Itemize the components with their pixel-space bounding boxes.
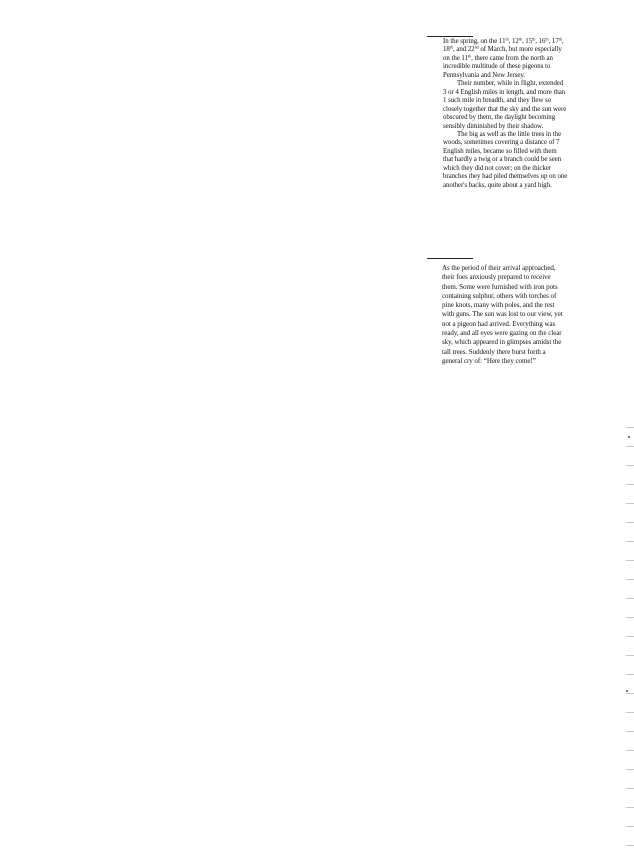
paragraph-number: Their number, while in flight, extended 3 or 4 English miles in length, and more than 1 such mile in breadth, and they flew so closely together that the sky and the sun were obscured by them, the daylight becoming sensibly diminished by their shadow.: [443, 80, 567, 130]
scan-speck: [626, 690, 628, 692]
paragraph-trees: The big as well as the little trees in the woods, sometimes covering a distance of 7 English miles, became so filled with them that hardly a twig or a branch could be seen which they did not cover; on the thicker branches they had piled themselves up on one another's backs, quite about a yard high.: [443, 130, 568, 189]
scan-speck: [628, 436, 630, 438]
text-column-1: [443, 38, 568, 190]
section-rule-middle: [427, 258, 473, 259]
scan-edge-noise: [626, 420, 634, 850]
text-column-2: [442, 264, 566, 366]
section-rule-top: [427, 36, 473, 37]
paragraph-arrival: As the period of their arrival approached, their foes anxiously prepared to receive them. Some were furnished with iron pots containing sulphur, others with torches of pine knots, many with poles, and the rest with guns. The sun was lost to our view, yet not a pigeon had arrived. Everything was ready, and all eyes were gazing on the clear sky, which appeared in glimpses amidst the tall trees. Suddenly there burst forth a general cry of: “Here they come!”: [442, 264, 563, 365]
paragraph-spring: In the spring, on the 11th, 12th, 15th, 16th, 17th, 18th, and 22nd of March, but more especially on the 11th, there came from the north an incredible multitude of these pigeons to Pennsylvania and New Jersey.: [443, 36, 564, 79]
